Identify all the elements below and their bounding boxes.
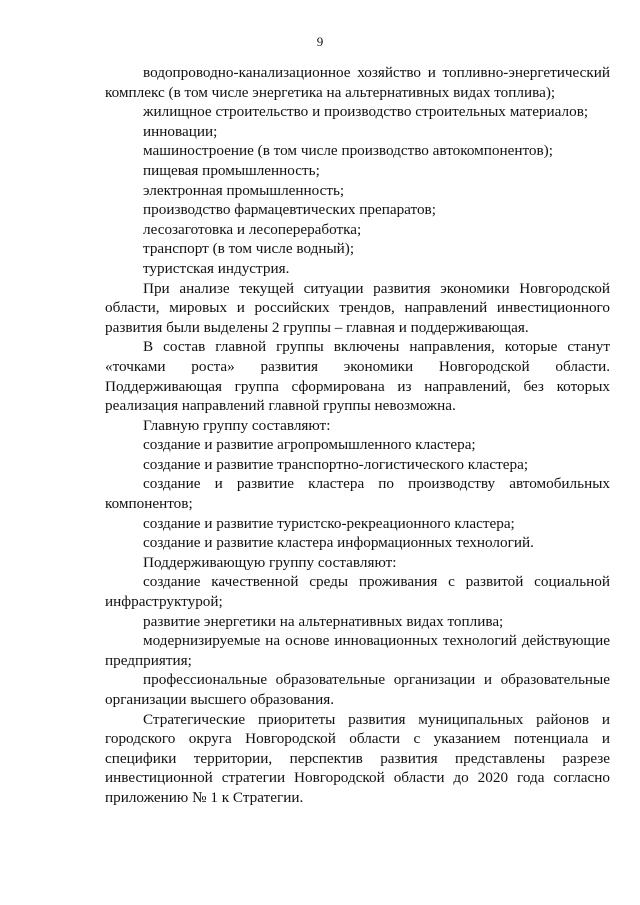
paragraph: Главную группу составляют: [143, 416, 331, 434]
list-item: машиностроение (в том числе производство автокомпонентов); [143, 142, 553, 160]
list-item: создание и развитие туристско-рекреационного кластера; [143, 514, 515, 532]
list-item: транспорт (в том числе водный); [143, 240, 355, 258]
list-item: создание качественной среды проживания с развитой социальной инфраструктурой; [105, 573, 610, 611]
paragraph: При анализе текущей ситуации развития экономики Новгородской области, мировых и российских трендов, направлений инвестиционного развития были выделены 2 группы – главная и поддерживающая. [105, 279, 610, 336]
list-item: развитие энергетики на альтернативных видах топлива; [143, 612, 504, 630]
list-item: жилищное строительство и производство строительных материалов; [143, 103, 589, 121]
list-item: пищевая промышленность; [143, 161, 320, 179]
list-item: создание и развитие кластера по производству автомобильных компонентов; [105, 475, 610, 513]
list-item: создание и развитие агропромышленного кластера; [143, 436, 476, 454]
list-item: профессиональные образовательные организации и образовательные организации высшего образования. [105, 671, 610, 708]
list-item: туристская индустрия. [143, 259, 290, 277]
page-body [105, 63, 610, 808]
list-item: модернизируемые на основе инновационных технологий действующие предприятия; [105, 632, 610, 669]
paragraph: Поддерживающую группу составляют: [143, 553, 397, 571]
list-item: создание и развитие кластера информационных технологий. [143, 534, 534, 552]
page-number: 9 [316, 34, 324, 49]
list-item: электронная промышленность; [143, 181, 345, 199]
list-item: лесозаготовка и лесопереработка; [143, 220, 362, 238]
list-item: производство фармацевтических препаратов; [143, 201, 436, 219]
list-item: создание и развитие транспортно-логистического кластера; [143, 455, 529, 473]
list-item: инновации; [143, 122, 218, 140]
paragraph: водопроводно-канализационное хозяйство и топливно-энергетический комплекс (в том числе энергетика на альтернативных видах топлива); [105, 64, 610, 101]
paragraph: Стратегические приоритеты развития муниципальных районов и городского округа Новгородской области с указанием потенциала и специфики территории, перспектив развития представлены разрезе инвестиционной стратегии Новгородской области до 2020 года согласно приложению № 1 к Стратегии. [105, 710, 610, 806]
paragraph: В состав главной группы включены направления, которые станут «точками роста» развития экономики Новгородской области. Поддерживающая группа сформирована из направлений, без которых реализация направлений главной группы невозможна. [105, 338, 610, 415]
